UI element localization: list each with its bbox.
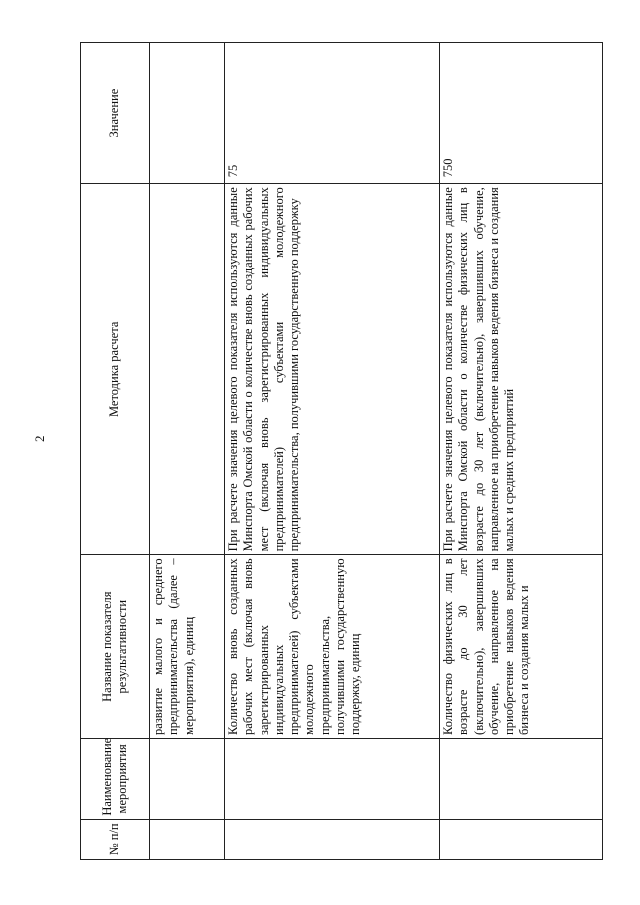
indicators-table xyxy=(80,42,603,860)
cell-value xyxy=(150,43,225,184)
cell-indicator-name: Количество физических лиц в возрасте до 30 лет (включительно), завершивших обучение, направленное на приобретение навыков ведения бизнеса и создания малых и xyxy=(440,555,603,739)
cell-num xyxy=(225,819,440,859)
table-row xyxy=(225,43,440,860)
cell-num xyxy=(440,819,603,859)
page-number: 2 xyxy=(32,435,47,442)
cell-event-name xyxy=(150,738,225,819)
cell-method: При расчете значения целевого показателя используются данные Минспорта Омской области о количестве физических лиц в возрасте до 30 лет (включительно), завершивших обучение, направленное на приобретение навыков ведения бизнеса и создания малых и средних предприятий xyxy=(440,184,603,555)
cell-method: При расчете значения целевого показателя используются данные Минспорта Омской области о количестве вновь созданных рабочих мест (включая вновь зарегистрированных индивидуальных предпринимателей) субъектами молодежного предпринимательства, получившими государственную поддержку xyxy=(225,184,440,555)
cell-num xyxy=(150,819,225,859)
rotated-table-container xyxy=(80,42,602,860)
header-num: № п/п xyxy=(81,819,150,859)
table-row xyxy=(440,43,603,860)
cell-event-name xyxy=(440,738,603,819)
cell-method xyxy=(150,184,225,555)
header-event-name: Наименование мероприятия xyxy=(81,738,150,819)
table-header-row xyxy=(81,43,150,860)
table-row xyxy=(150,43,225,860)
cell-indicator-name: Количество вновь созданных рабочих мест (включая вновь зарегистрированных индивидуальных предпринимателей) субъектами молодежного предпринимательства, получившими государственную поддержку, единиц xyxy=(225,555,440,739)
header-method: Методика расчета xyxy=(81,184,150,555)
cell-value: 750 xyxy=(440,43,603,184)
header-indicator-name: Название показателя результативности xyxy=(81,555,150,739)
cell-value: 75 xyxy=(225,43,440,184)
cell-event-name xyxy=(225,738,440,819)
cell-indicator-name: развитие малого и среднего предпринимательства (далее – мероприятия), единиц xyxy=(150,555,225,739)
header-value: Значение xyxy=(81,43,150,184)
